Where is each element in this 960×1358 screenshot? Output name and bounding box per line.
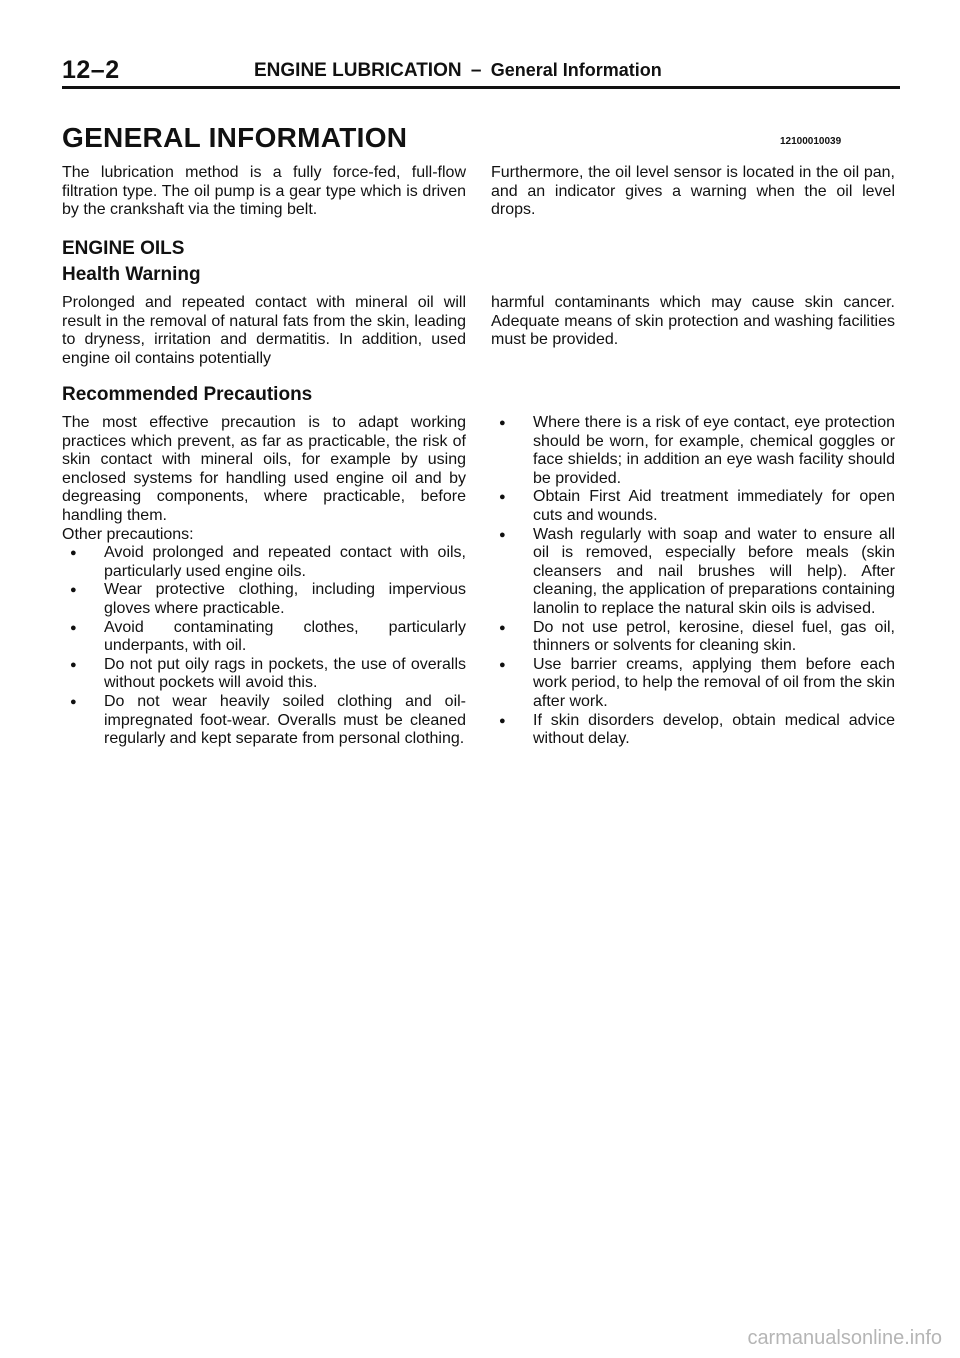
general-info-paragraph-left: The lubrication method is a fully force-fed, full-flow filtration type. The oil pump is a gear type which is driven by the crankshaft via the timing belt. [62, 164, 466, 219]
list-item: ● Wear protective clothing, including impervious gloves where practicable. [62, 581, 466, 618]
list-item: ● Do not wear heavily soiled clothing and oil-impregnated foot-wear. Overalls must be cleaned regularly and kept separate from personal clothing. [62, 693, 466, 749]
list-item: ● Wash regularly with soap and water to ensure all oil is removed, especially before meals (skin cleansers and nail brushes will help). After cleaning, the application of preparations containing lanolin to replace the natural skin oils is advised. [491, 526, 895, 619]
list-item: ● Obtain First Aid treatment immediately for open cuts and wounds. [491, 488, 895, 525]
precautions-intro: The most effective precaution is to adapt working practices which prevent, as far as practicable, the risk of skin contact with mineral oils, for example by using enclosed systems for handling used engine oil and by degreasing components, where practicable, before handling them. [62, 414, 466, 524]
page-header [62, 50, 900, 90]
engine-oils-heading: ENGINE OILS [62, 238, 185, 259]
running-title-separator: – [470, 60, 482, 81]
page-number: 12–2 [62, 56, 120, 84]
health-warning-paragraph-left: Prolonged and repeated contact with mineral oil will result in the removal of natural fats from the skin, leading to dryness, irritation and dermatitis. In addition, used engine oil contains potentially [62, 294, 466, 367]
section-title: GENERAL INFORMATION [62, 122, 408, 153]
health-warning-right-column [491, 294, 895, 350]
list-item: ● Avoid prolonged and repeated contact with oils, particularly used engine oils. [62, 544, 466, 581]
running-title-section: ENGINE LUBRICATION [254, 60, 462, 81]
recommended-precautions-heading: Recommended Precautions [62, 384, 313, 405]
running-title-subsection: General Information [490, 60, 662, 80]
list-item: ● Avoid contaminating clothes, particularly underpants, with oil. [62, 619, 466, 656]
general-info-left-column [62, 164, 466, 220]
health-warning-left-column [62, 294, 466, 368]
site-watermark: carmanualsonline.info [747, 1327, 942, 1349]
general-info-paragraph-right: Furthermore, the oil level sensor is located in the oil pan, and an indicator gives a warning when the oil level drops. [491, 164, 895, 219]
other-precautions-label: Other precautions: [62, 525, 194, 543]
precautions-left-list [62, 544, 466, 749]
precautions-right-list [491, 414, 895, 749]
health-warning-paragraph-right: harmful contaminants which may cause skin cancer. Adequate means of skin protection and washing facilities must be provided. [491, 294, 895, 349]
general-info-right-column [491, 164, 895, 220]
list-item: ● If skin disorders develop, obtain medical advice without delay. [491, 712, 895, 749]
precautions-right-column [491, 414, 895, 749]
running-title [254, 60, 662, 82]
list-item: ● Do not use petrol, kerosine, diesel fuel, gas oil, thinners or solvents for cleaning skin. [491, 619, 895, 656]
list-item: ● Where there is a risk of eye contact, eye protection should be worn, for example, chemical goggles or face shields; in addition an eye wash facility should be provided. [491, 414, 895, 488]
document-code: 12100010039 [780, 136, 842, 147]
precautions-left-column [62, 414, 466, 749]
health-warning-heading: Health Warning [62, 264, 201, 285]
list-item: ● Do not put oily rags in pockets, the use of overalls without pockets will avoid this. [62, 656, 466, 693]
header-rule [62, 86, 900, 89]
list-item: ● Use barrier creams, applying them before each work period, to help the removal of oil from the skin after work. [491, 656, 895, 712]
